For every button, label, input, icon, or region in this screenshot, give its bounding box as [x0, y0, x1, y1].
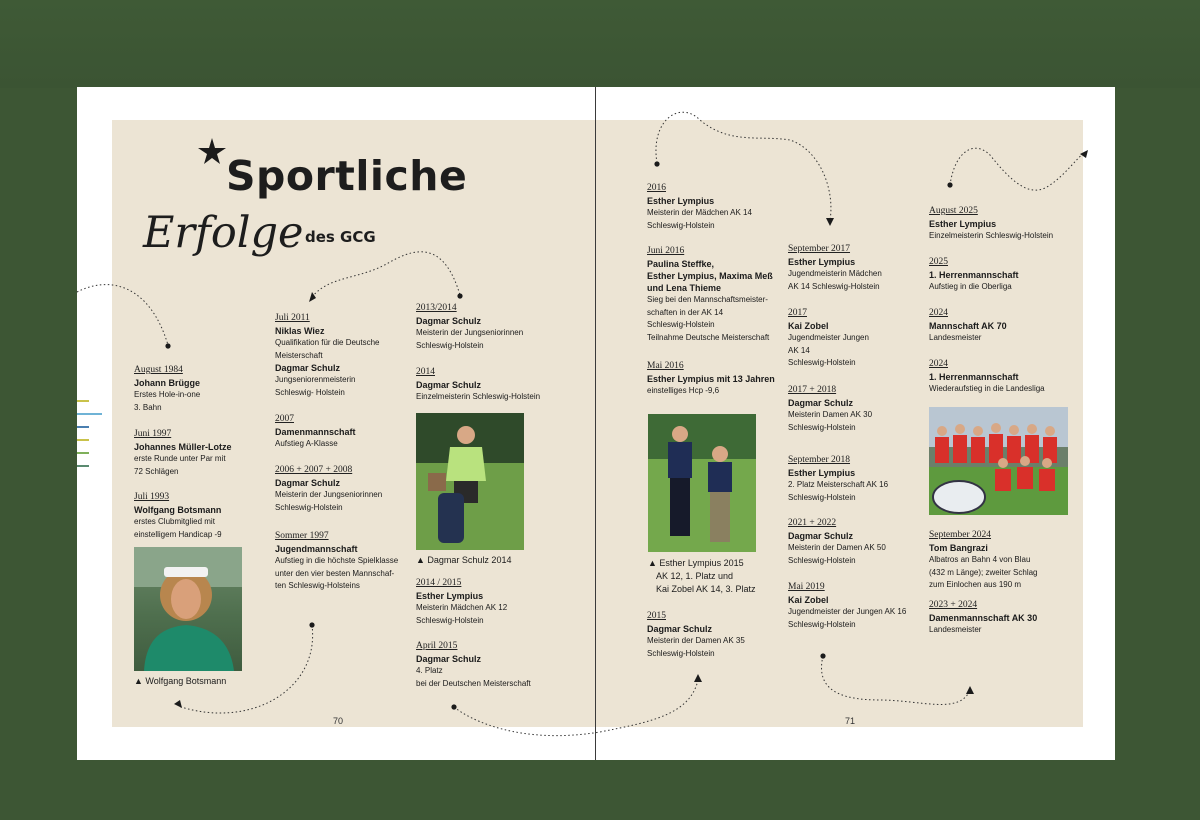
star-icon — [198, 138, 226, 164]
entry-mai-2019: Mai 2019 Kai Zobel Jugendmeister der Jungen AK 16 Schleswig-Holstein — [788, 582, 907, 629]
entry-2025: 2025 1. Herrenmannschaft Aufstieg in die Oberliga — [929, 257, 1019, 291]
entry-september-2017: September 2017 Esther Lympius Jugendmeisterin Mädchen AK 14 Schleswig-Holstein — [788, 244, 882, 291]
page-number-right: 71 — [845, 716, 856, 726]
page-fold — [595, 87, 596, 760]
caption-esther: ▲ Esther Lympius 2015 AK 12, 1. Platz und Kai Zobel AK 14, 3. Platz — [648, 558, 756, 594]
entry-mai-2016: Mai 2016 Esther Lympius mit 13 Jahren einstelliges Hcp -9,6 — [647, 361, 775, 395]
entry-juni-2016: Juni 2016 Paulina Steffke, Esther Lympius, Maxima Meß und Lena Thieme Sieg bei den Mannschaftsmeister- schaften in der AK 14 Schleswig-Holstein Teilnahme Deutsche Meisterschaft — [647, 246, 773, 342]
entry-juli-2011: Juli 2011 Niklas Wiez Qualifikation für die Deutsche Meisterschaft Dagmar Schulz Jungseniorenmeisterin Schleswig- Holstein — [275, 313, 380, 397]
page-title-line1: Sportliche — [226, 152, 468, 200]
entry-2016: 2016 Esther Lympius Meisterin der Mädchen AK 14 Schleswig-Holstein — [647, 183, 752, 230]
entry-juni-1997: Juni 1997 Johannes Müller-Lotze erste Runde unter Par mit 72 Schlägen — [134, 429, 232, 476]
photo-esther-kai — [648, 414, 756, 552]
entry-2021-2022: 2021 + 2022 Dagmar Schulz Meisterin der Damen AK 50 Schleswig-Holstein — [788, 518, 886, 565]
caption-wolfgang: ▲ Wolfgang Botsmann — [134, 676, 227, 686]
entry-2013-2014: 2013/2014 Dagmar Schulz Meisterin der Jungseniorinnen Schleswig-Holstein — [416, 303, 524, 350]
entry-juli-1993: Juli 1993 Wolfgang Botsmann erstes Clubmitglied mit einstelligem Handicap -9 — [134, 492, 222, 539]
entry-april-2015: April 2015 Dagmar Schulz 4. Platz bei der Deutschen Meisterschaft — [416, 641, 531, 688]
entry-2006-2008: 2006 + 2007 + 2008 Dagmar Schulz Meisterin der Jungseniorinnen Schleswig-Holstein — [275, 465, 383, 512]
entry-september-2018: September 2018 Esther Lympius 2. Platz Meisterschaft AK 16 Schleswig-Holstein — [788, 455, 889, 502]
entry-2014: 2014 Dagmar Schulz Einzelmeisterin Schleswig-Holstein — [416, 367, 541, 401]
entry-2017-2018: 2017 + 2018 Dagmar Schulz Meisterin Damen AK 30 Schleswig-Holstein — [788, 385, 873, 432]
entry-august-2025: August 2025 Esther Lympius Einzelmeisterin Schleswig-Holstein — [929, 206, 1054, 240]
entry-september-2024: September 2024 Tom Bangrazi Albatros an Bahn 4 von Blau (432 m Länge); zweiter Schlag zum Einlochen aus 190 m — [929, 530, 1038, 589]
entry-2017: 2017 Kai Zobel Jugendmeister Jungen AK 14 Schleswig-Holstein — [788, 308, 869, 367]
entry-2015: 2015 Dagmar Schulz Meisterin der Damen AK 35 Schleswig-Holstein — [647, 611, 745, 658]
page-title-line2: Erfolge — [143, 208, 304, 258]
entry-sommer-1997: Sommer 1997 Jugendmannschaft Aufstieg in die höchste Spielklasse unter den vier besten Mannschaf- ten Schleswig-Holsteins — [275, 531, 399, 590]
photo-herrenmannschaft — [929, 407, 1068, 515]
caption-dagmar: ▲ Dagmar Schulz 2014 — [416, 555, 512, 565]
entry-2024-herren: 2024 1. Herrenmannschaft Wiederaufstieg in die Landesliga — [929, 359, 1045, 393]
page-number-left: 70 — [333, 716, 344, 726]
entry-2023-2024: 2023 + 2024 Damenmannschaft AK 30 Landesmeister — [929, 600, 1038, 634]
photo-wolfgang-botsmann — [134, 547, 242, 671]
entry-2024-ak70: 2024 Mannschaft AK 70 Landesmeister — [929, 308, 1007, 342]
photo-dagmar-schulz — [416, 413, 524, 550]
page-title-line3: des GCG — [305, 228, 376, 246]
entry-2007: 2007 Damenmannschaft Aufstieg A-Klasse — [275, 414, 356, 448]
entry-august-1984: August 1984 Johann Brügge Erstes Hole-in-one 3. Bahn — [134, 365, 201, 412]
entry-2014-2015: 2014 / 2015 Esther Lympius Meisterin Mädchen AK 12 Schleswig-Holstein — [416, 578, 508, 625]
